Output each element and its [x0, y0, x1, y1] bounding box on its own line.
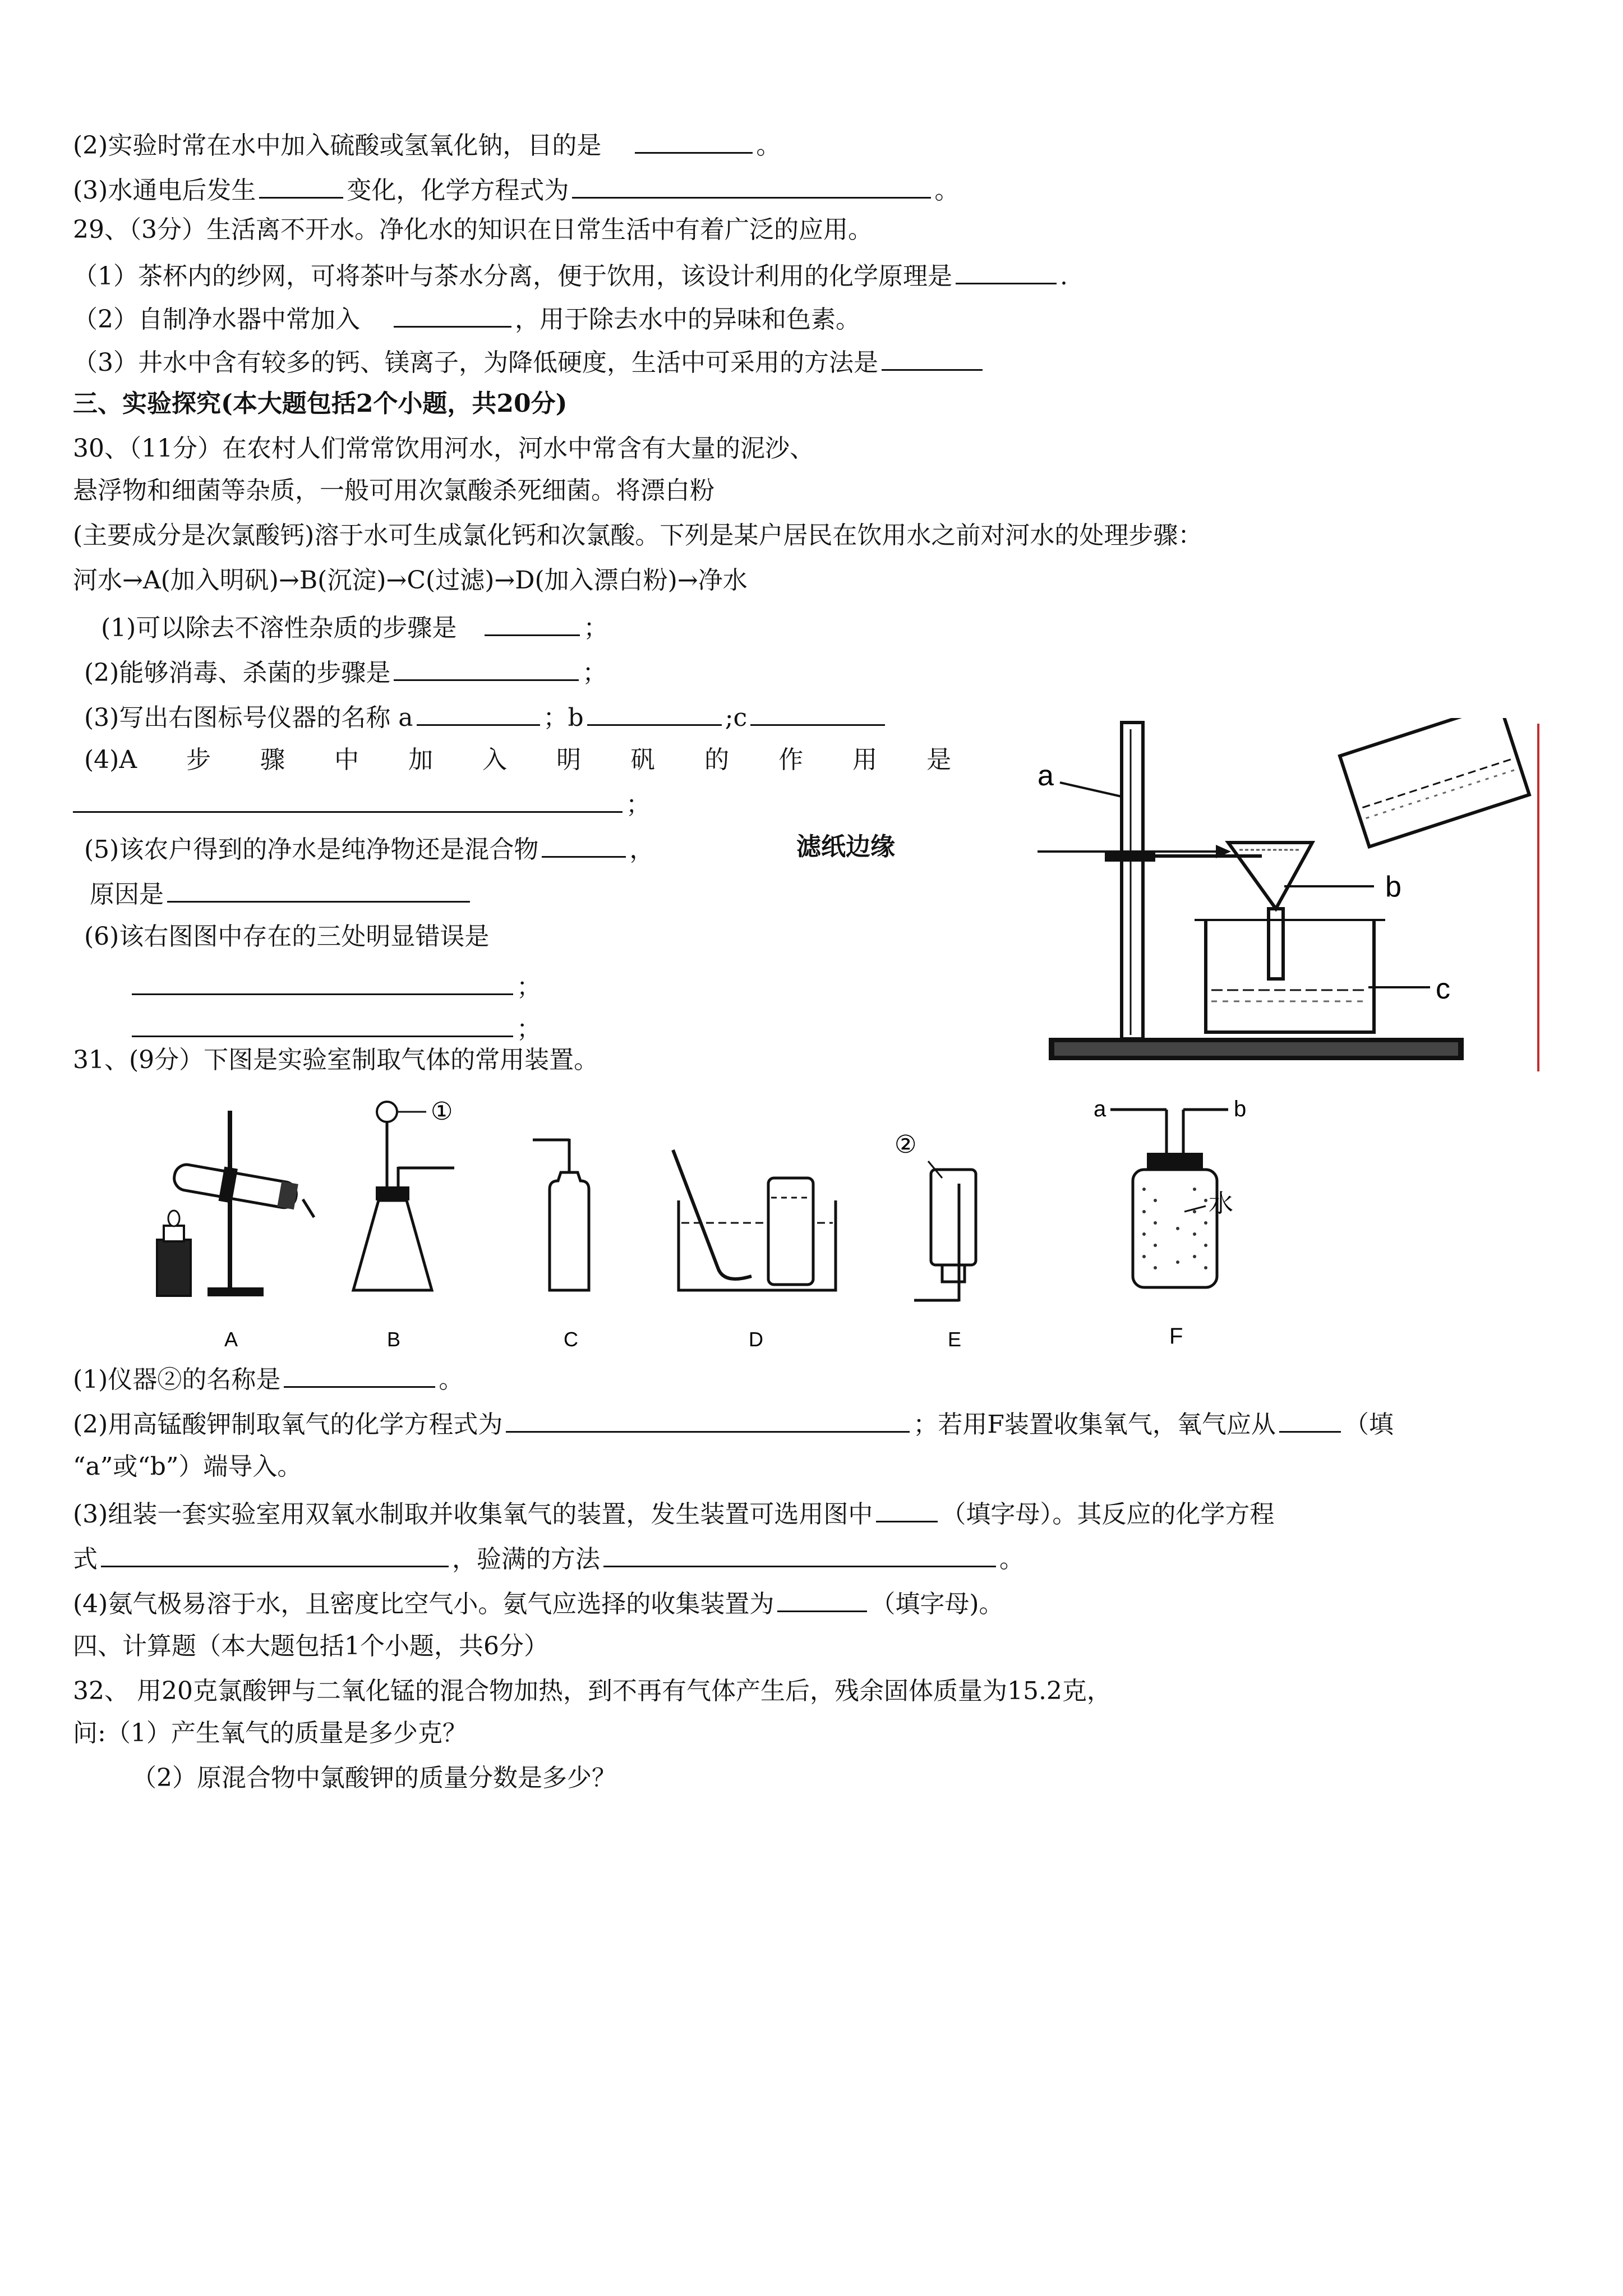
q31-part2: (2)用高锰酸钾制取氧气的化学方程式为 ；若用F装置收集氧气，氧气应从 （填 [73, 1405, 1394, 1442]
answer-blank[interactable] [284, 1360, 435, 1388]
q29-title: 29、（3分）生活离不开水。净化水的知识在日常生活中有着广泛的应用。 [73, 215, 873, 244]
marker-1: ① [431, 1099, 453, 1125]
answer-blank[interactable] [777, 1585, 867, 1612]
q30-part6: (6)该右图图中存在的三处明显错误是 [84, 922, 490, 951]
q30-part6-answer2: ； [132, 1010, 541, 1046]
label-a: a [1038, 760, 1054, 792]
apparatus-a [157, 1111, 314, 1296]
apparatus-d [673, 1150, 836, 1290]
answer-blank[interactable] [485, 609, 580, 636]
label-c: c [1436, 973, 1450, 1005]
filter-paper-edge-label: 滤纸边缘 [796, 832, 895, 861]
answer-blank[interactable] [167, 875, 470, 903]
label-d: D [749, 1328, 763, 1351]
answer-blank[interactable] [259, 171, 343, 199]
answer-blank[interactable] [506, 1405, 910, 1433]
q31-part3: (3)组装一套实验室用双氧水制取并收集氧气的装置，发生装置可选用图中 （填字母）。其反应的化学方程 [73, 1495, 1274, 1531]
answer-blank[interactable] [394, 654, 579, 681]
q32-line1: 32、 用20克氯酸钾与二氧化锰的混合物加热，到不再有气体产生后，残余固体质量为15.2克， [73, 1677, 1112, 1705]
answer-blank[interactable] [132, 968, 513, 995]
apparatus-e [895, 1131, 976, 1301]
answer-blank[interactable] [603, 1540, 996, 1567]
answer-blank[interactable] [635, 126, 753, 154]
q30-part1: (1)可以除去不溶性杂质的步骤是 ； [101, 609, 608, 645]
q29-part2: （2）自制净水器中常加入 ，用于除去水中的异味和色素。 [73, 300, 860, 337]
q32-line2: 问:（1）产生氧气的质量是多少克？ [73, 1719, 467, 1747]
q30-line3: (主要成分是次氯酸钙)溶于水可生成氯化钙和次氯酸。下列是某户居民在饮用水之前对河水的处理步骤： [73, 521, 1203, 550]
answer-blank[interactable] [956, 257, 1057, 284]
q30-part6-answer1: ； [132, 968, 541, 1004]
answer-blank[interactable] [876, 1495, 938, 1522]
q30-line1: 30、（11分）在农村人们常常饮用河水，河水中常含有大量的泥沙、 [73, 434, 814, 463]
section-3-heading: 三、实验探究(本大题包括2个小题，共20分) [73, 389, 568, 418]
q31-part1: (1)仪器②的名称是 。 [73, 1360, 463, 1397]
port-b: b [1234, 1099, 1247, 1121]
label-b: b [1385, 871, 1401, 903]
q30-flow: 河水→A(加入明矾)→B(沉淀)→C(过滤)→D(加入漂白粉)→净水 [73, 566, 748, 595]
answer-blank[interactable] [73, 785, 623, 813]
label-b: B [387, 1328, 401, 1351]
port-a: a [1094, 1099, 1106, 1121]
q30-part5-reason: 原因是 [90, 875, 473, 912]
q28-part3: (3)水通电后发生 变化，化学方程式为 。 [73, 171, 959, 208]
q30-line2: 悬浮物和细菌等杂质，一般可用次氯酸杀死细菌。将漂白粉 [73, 476, 714, 505]
water-label: 水 [1209, 1190, 1233, 1217]
q31-part2-cont: “a”或“b”）端导入。 [73, 1452, 302, 1481]
q31-title: 31、(9分）下图是实验室制取气体的常用装置。 [73, 1046, 599, 1074]
answer-blank[interactable] [394, 300, 511, 328]
marker-2: ② [895, 1131, 917, 1158]
answer-blank[interactable] [132, 1010, 513, 1037]
answer-blank-b[interactable] [587, 698, 722, 726]
filtration-apparatus-figure [1038, 718, 1542, 1077]
q31-part4: (4)氨气极易溶于水，且密度比空气小。氨气应选择的收集装置为 （填字母)。 [73, 1585, 1004, 1621]
answer-blank[interactable] [101, 1540, 449, 1567]
label-f: F [1169, 1324, 1183, 1349]
q29-part3: （3）井水中含有较多的钙、镁离子，为降低硬度，生活中可采用的方法是 [73, 343, 986, 380]
apparatus-f [1094, 1099, 1246, 1287]
label-c: C [564, 1328, 578, 1351]
answer-blank[interactable] [542, 830, 626, 858]
q31-part3-cont: 式 ，验满的方法 。 [73, 1540, 1024, 1576]
q30-part2: (2)能够消毒、杀菌的步骤是 ； [84, 654, 607, 690]
section-4-heading: 四、计算题（本大题包括1个小题，共6分） [73, 1632, 548, 1660]
q32-line3: （2）原混合物中氯酸钾的质量分数是多少？ [132, 1764, 616, 1792]
q30-part3: (3)写出右图标号仪器的名称 a ；b ;c [84, 698, 888, 735]
answer-blank-a[interactable] [417, 698, 540, 726]
apparatus-c [533, 1139, 589, 1290]
apparatus-b [353, 1099, 454, 1290]
label-e: E [948, 1328, 962, 1351]
q30-part4: (4)A 步 骤 中 加 入 明 矾 的 作 用 是 [84, 746, 952, 774]
answer-blank[interactable] [882, 343, 983, 371]
gas-apparatus-figure [140, 1099, 1290, 1369]
answer-blank-c[interactable] [750, 698, 885, 726]
answer-blank[interactable] [1279, 1405, 1341, 1433]
label-a: A [224, 1328, 238, 1351]
answer-blank[interactable] [572, 171, 931, 199]
q30-part4-answer: ； [73, 785, 651, 822]
q29-part1: （1）茶杯内的纱网，可将茶叶与茶水分离，便于饮用，该设计利用的化学原理是 . [73, 257, 1068, 293]
q30-part5: (5)该农户得到的净水是纯净物还是混合物 ， [84, 830, 654, 867]
q28-part2: (2)实验时常在水中加入硫酸或氢氧化钠，目的是 。 [73, 126, 781, 163]
